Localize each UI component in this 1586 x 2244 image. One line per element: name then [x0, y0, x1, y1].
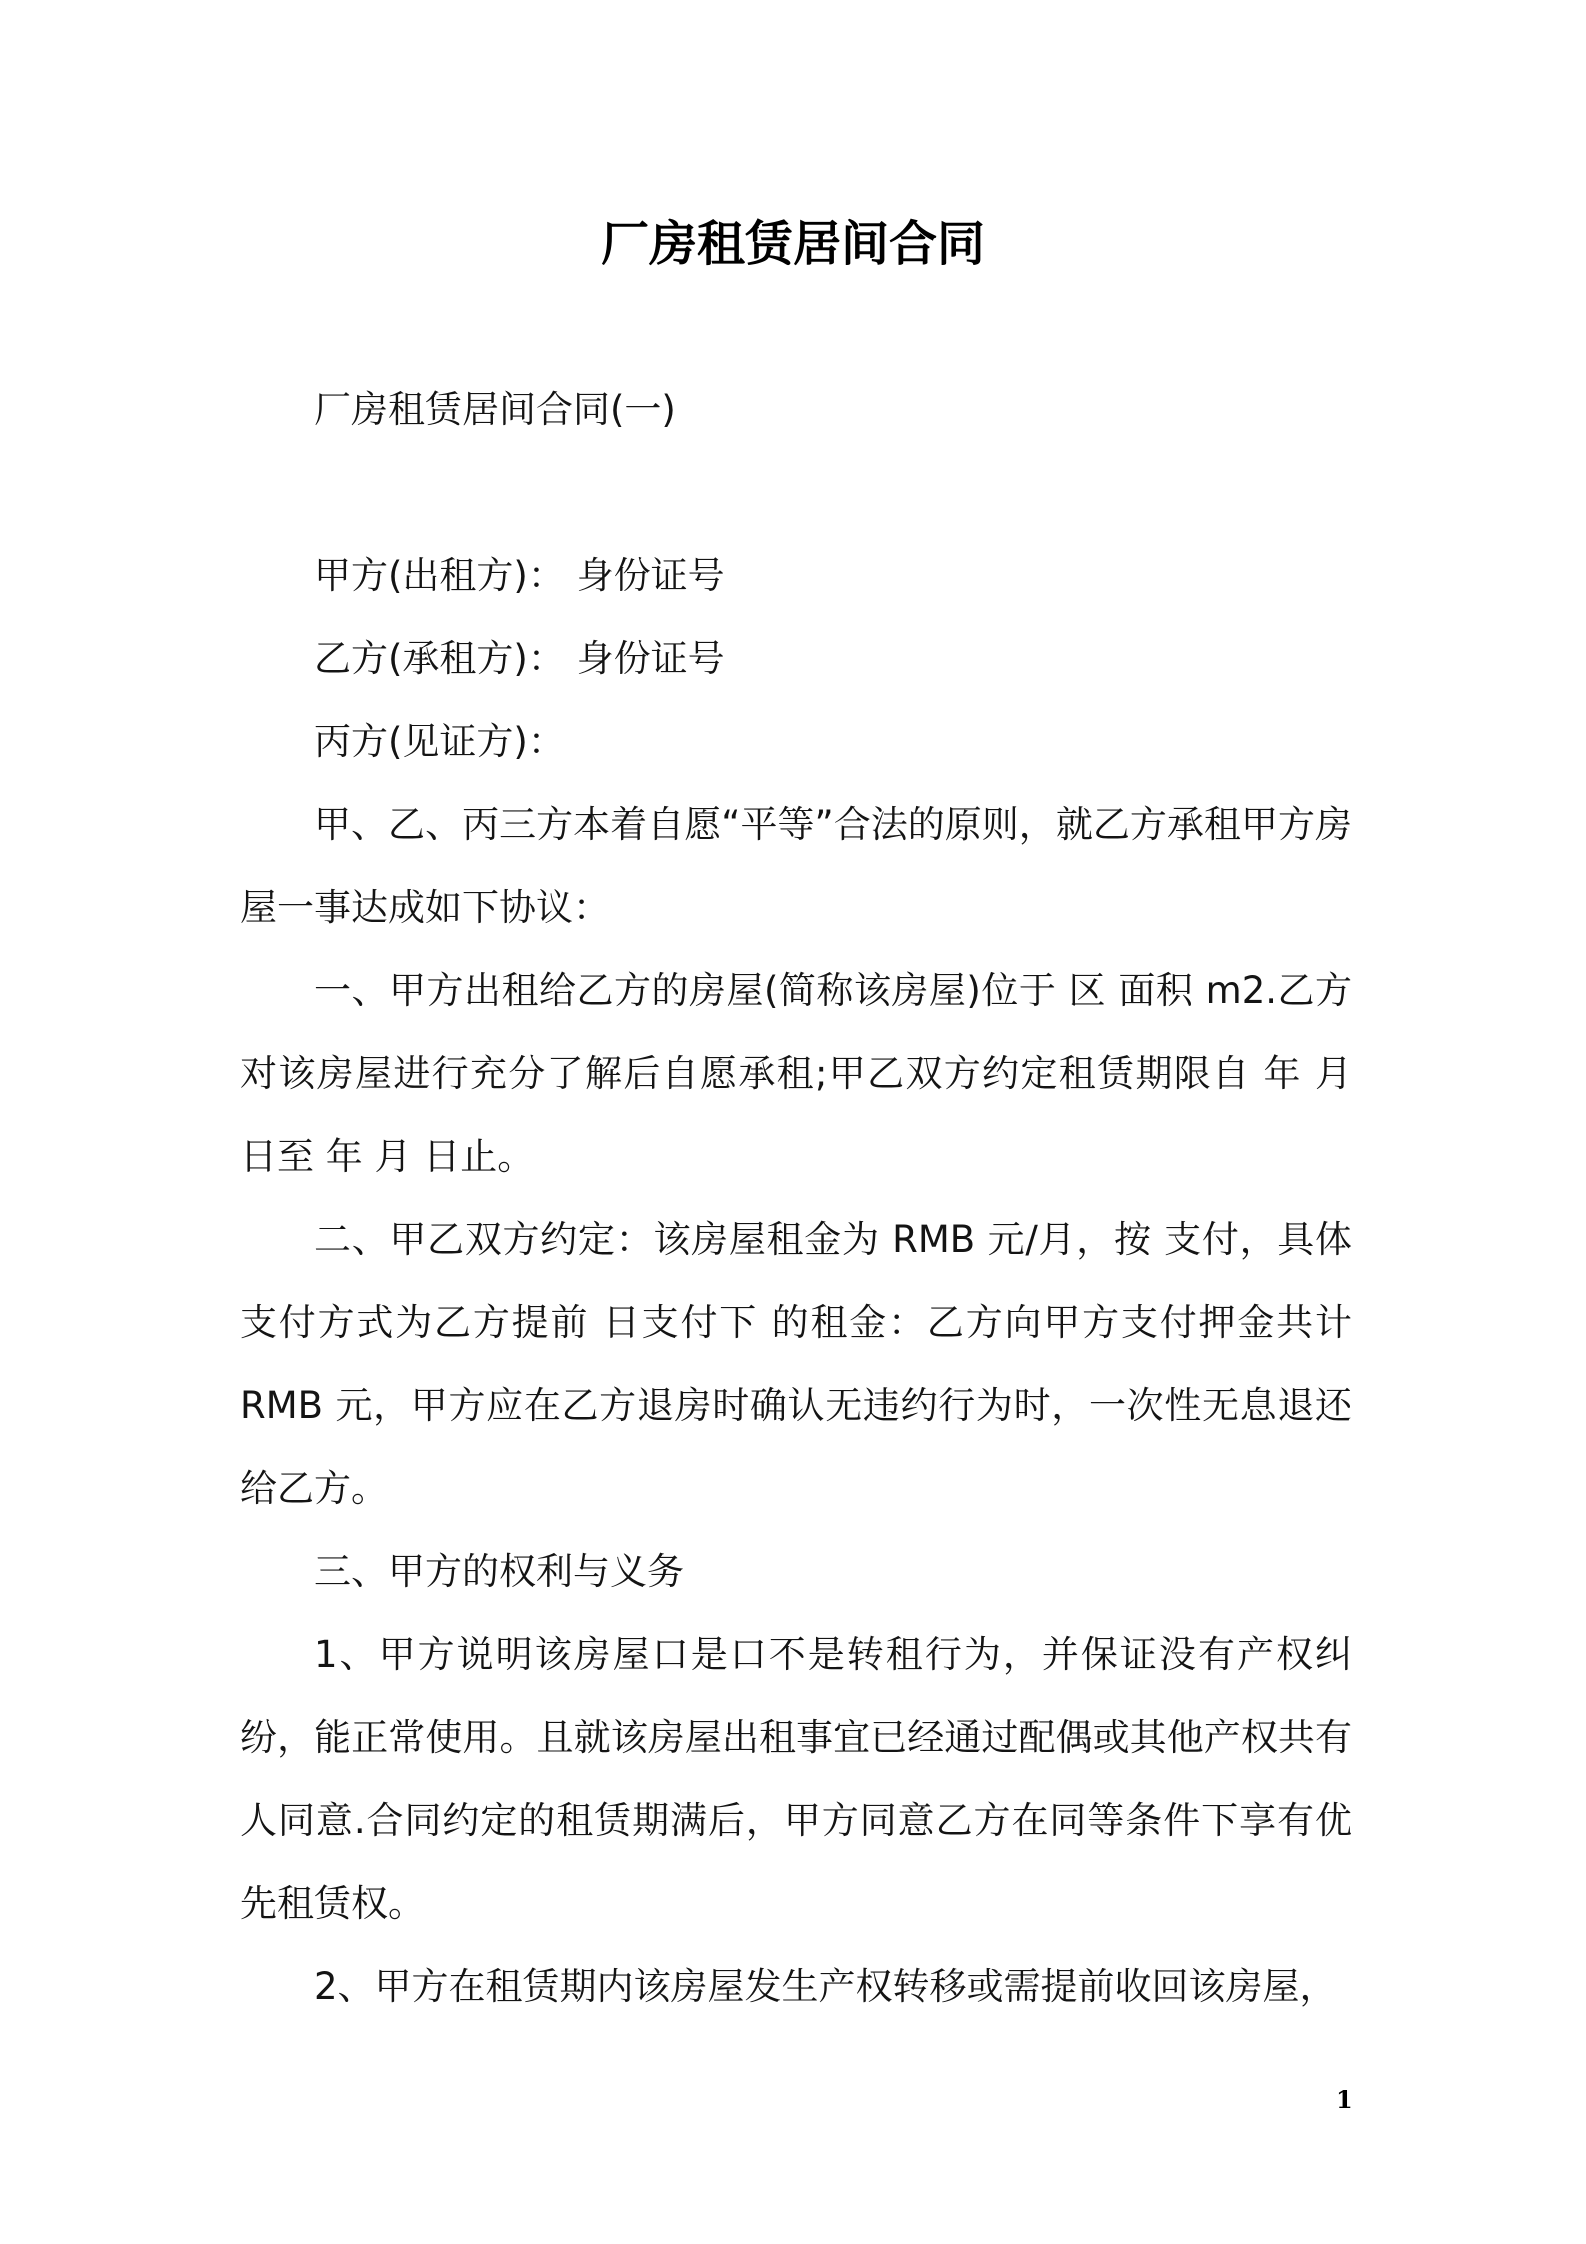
clause-1-paragraph: 一、甲方出租给乙方的房屋(简称该房屋)位于 区 面积 m2.乙方对该房屋进行充分了解后自愿承租;甲乙双方约定租赁期限自 年 月 日至 年 月 日止。	[240, 969, 1352, 1178]
party-b-line: 乙方(承租方)： 身份证号	[314, 637, 725, 680]
clause-2-paragraph: 二、甲乙双方约定：该房屋租金为 RMB 元/月，按 支付，具体支付方式为乙方提前 日支付下 的租金：乙方向甲方支付押金共计 RMB 元，甲方应在乙方退房时确认无违约行为时，一次性无息退还给乙方。	[240, 1218, 1352, 1510]
clause-3-item-1: 1、甲方说明该房屋口是口不是转租行为，并保证没有产权纠纷，能正常使用。且就该房屋出租事宜已经通过配偶或其他产权共有人同意.合同约定的租赁期满后，甲方同意乙方在同等条件下享有优先租赁权。	[240, 1633, 1352, 1925]
clause-3-item-2: 2、甲方在租赁期内该房屋发生产权转移或需提前收回该房屋，	[314, 1965, 1337, 2008]
contract-subtitle: 厂房租赁居间合同(一)	[314, 388, 676, 431]
preamble-paragraph: 甲、乙、丙三方本着自愿“平等”合法的原则，就乙方承租甲方房屋一事达成如下协议：	[240, 803, 1352, 929]
party-a-line: 甲方(出租方)： 身份证号	[314, 554, 725, 597]
party-c-line: 丙方(见证方)：	[314, 720, 565, 763]
clause-3-heading: 三、甲方的权利与义务	[314, 1550, 684, 1593]
blank-line	[240, 451, 1352, 534]
page-number: 1	[1336, 2085, 1353, 2114]
document-body	[240, 368, 1352, 2028]
document-title: 厂房租赁居间合同	[600, 216, 985, 272]
